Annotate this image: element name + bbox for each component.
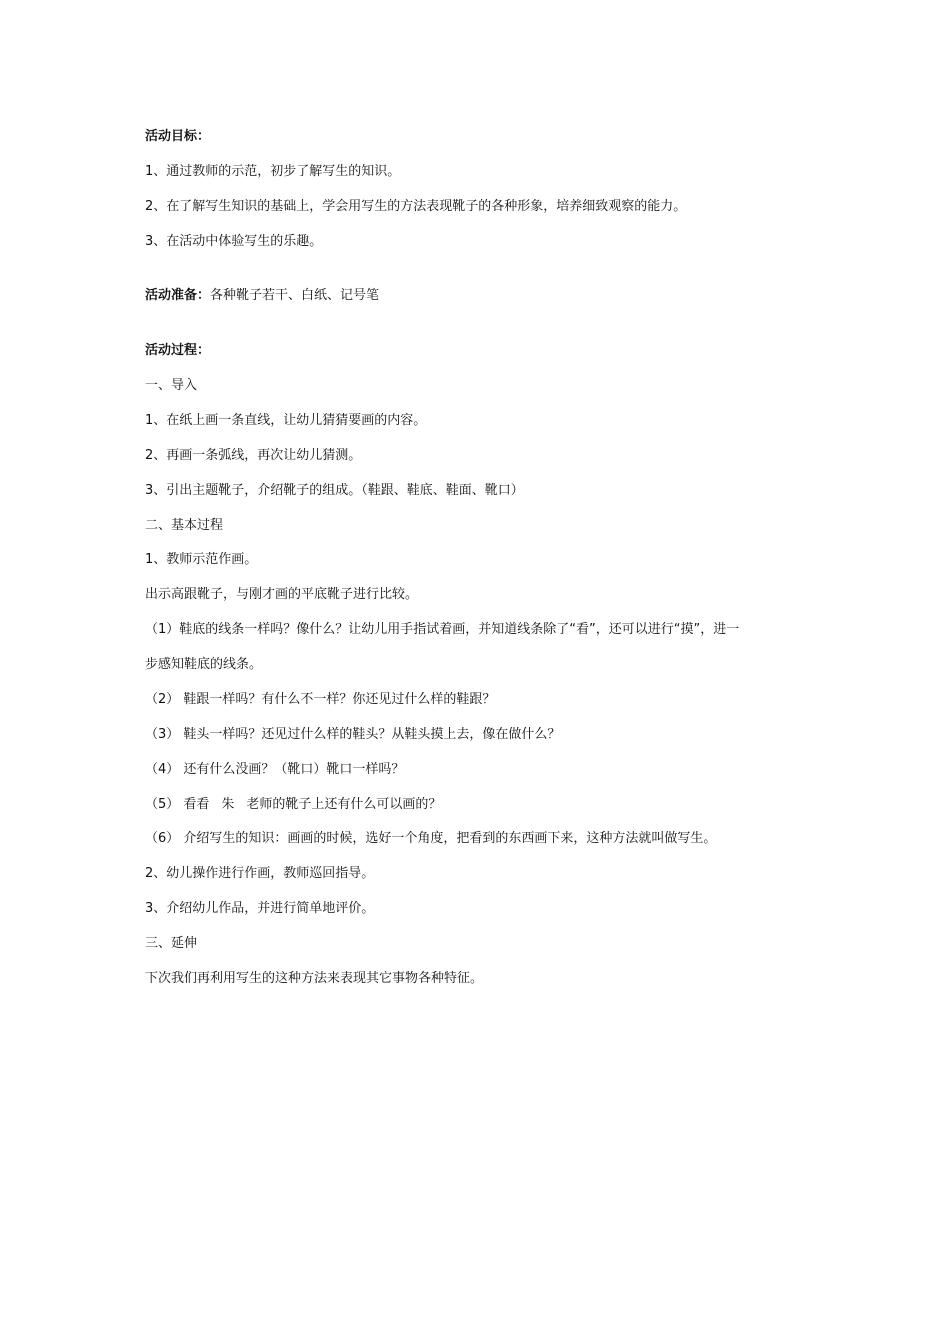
question-part: 老师的靴子上还有什么可以画的？ — [246, 797, 442, 812]
question-item — [145, 796, 441, 814]
section-title: 一、导入 — [145, 378, 198, 393]
section-title: 三、延伸 — [145, 936, 198, 951]
list-item: 3、介绍幼儿作品，并进行简单地评价。 — [145, 901, 375, 916]
list-item: 1、在纸上画一条直线，让幼儿猜猜要画的内容。 — [145, 413, 427, 428]
goals-heading: 活动目标： — [145, 129, 211, 144]
list-item: 1、教师示范作画。 — [145, 552, 258, 567]
paragraph: 步感知鞋底的线条。 — [145, 657, 263, 672]
goal-item: 3、在活动中体验写生的乐趣。 — [145, 234, 323, 249]
preparation-text: 各种靴子若干、白纸、记号笔 — [210, 288, 380, 303]
paragraph: （1）鞋底的线条一样吗？像什么？让幼儿用手指试着画，并知道线条除了“看”，还可以进行“摸”，进一 — [145, 622, 740, 637]
question-item: （4） 还有什么没画？（靴口）靴口一样吗？ — [145, 762, 405, 777]
question-item: （3） 鞋头一样吗？还见过什么样的鞋头？从鞋头摸上去，像在做什么？ — [145, 727, 561, 742]
question-part: （5） 看看 — [145, 797, 210, 812]
paragraph: 下次我们再利用写生的这种方法来表现其它事物各种特征。 — [145, 971, 484, 986]
preparation-heading: 活动准备： — [145, 288, 211, 303]
goal-item: 2、在了解写生知识的基础上，学会用写生的方法表现靴子的各种形象，培养细致观察的能力。 — [145, 199, 687, 214]
list-item: 2、再画一条弧线，再次让幼儿猜测。 — [145, 448, 362, 463]
question-item: （2） 鞋跟一样吗？有什么不一样？你还见过什么样的鞋跟？ — [145, 692, 496, 707]
paragraph: 出示高跟靴子，与刚才画的平底靴子进行比较。 — [145, 587, 419, 602]
section-title: 二、基本过程 — [145, 518, 224, 533]
preparation-line — [145, 287, 379, 305]
question-item: （6） 介绍写生的知识：画画的时候，选好一个角度，把看到的东西画下来，这种方法就叫做写生。 — [145, 831, 717, 846]
process-heading: 活动过程： — [145, 343, 211, 358]
list-item: 3、引出主题靴子，介绍靴子的组成。（鞋跟、鞋底、鞋面、靴口） — [145, 483, 524, 498]
goal-item: 1、通过教师的示范，初步了解写生的知识。 — [145, 164, 401, 179]
list-item: 2、幼儿操作进行作画，教师巡回指导。 — [145, 866, 375, 881]
teacher-name: 朱 — [221, 797, 235, 812]
